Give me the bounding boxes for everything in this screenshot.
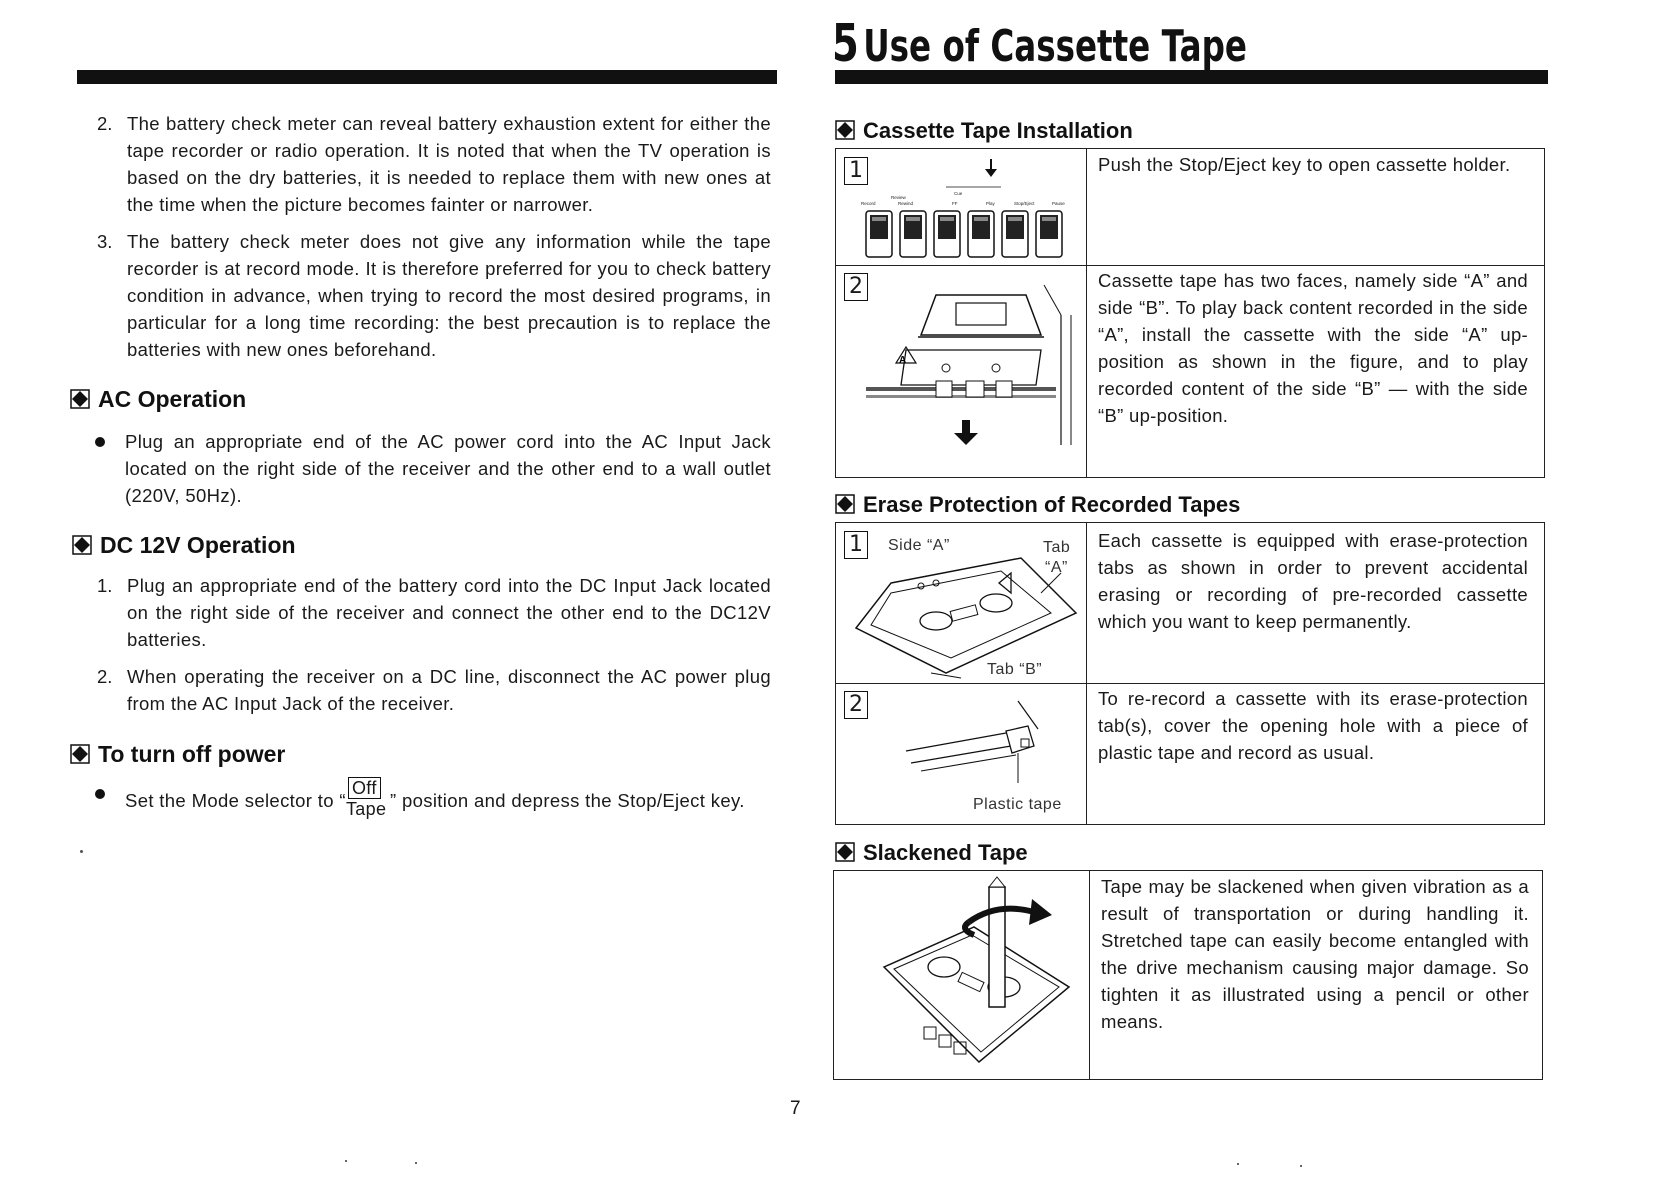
item-number: 1. — [97, 575, 113, 596]
slackened-text: Tape may be slackened when given vibration as a result of transportation or during handling it. Stretched tape can easily become entangled with the drive mechanism causing major damage. So tighten it as illustrated using a pencil or other means. — [1101, 876, 1529, 1032]
item-number: 2. — [97, 666, 113, 687]
page-title — [832, 14, 1247, 74]
tab-a-label: Tab — [1043, 539, 1071, 556]
key-label-play: Play — [986, 201, 995, 206]
diamond-bullet-icon — [70, 744, 90, 764]
item-text: When operating the receiver on a DC line, disconnect the AC power plug from the AC Input Jack of the receiver. — [127, 666, 771, 714]
key-label-pause: Pause — [1052, 201, 1065, 206]
selector-off: Off — [348, 777, 381, 799]
item-text: Plug an appropriate end of the battery cord into the DC Input Jack located on the right side of the receiver and connect the other end to the DC12V batteries. — [127, 575, 771, 650]
column-divider — [1086, 523, 1087, 824]
step-number: 2 — [844, 273, 868, 301]
slackened-heading — [835, 840, 1028, 866]
item-text: The battery check meter can reveal battery exhaustion extent for either the tape recorder or radio operation. It is noted that when the TV operation is based on the dry batteries, it is needed to replace them with new ones at the time when the picture becomes fainter or narrower. — [127, 113, 771, 215]
installation-heading — [835, 118, 1133, 144]
diamond-bullet-icon — [835, 494, 855, 514]
key-label-review: Review — [891, 195, 906, 200]
pencil-tighten-illustration — [864, 877, 1084, 1077]
selector-tape: Tape — [345, 799, 387, 819]
item-text: The battery check meter does not give any information while the tape recorder is at record mode. It is therefore preferred for you to check battery condition in advance, when trying to record the most desired programs, in particular for a long time recording: the best precaution is to replace the batteries with new ones beforehand. — [127, 231, 771, 360]
column-divider — [1086, 149, 1087, 477]
key-label-rewind: Rewind — [898, 201, 914, 206]
bullet-icon — [95, 437, 105, 447]
installation-step-2-text: Cassette tape has two faces, namely side “A” and side “B”. To play back content recorded in the side “A”, install the cassette with the side “A” up-position as shown in the figure, and to play recorded content of the side “B” — with the side “B” up-position. — [1098, 270, 1528, 426]
key-label-ff: FF — [952, 201, 958, 206]
heading-text: DC 12V Operation — [100, 532, 296, 558]
slackened-table — [833, 870, 1543, 1080]
mode-selector-label — [346, 777, 390, 821]
tab-b-label: Tab “B” — [987, 661, 1043, 678]
speck — [1300, 1165, 1302, 1167]
heading-text: Slackened Tape — [863, 840, 1028, 865]
erase-heading — [835, 492, 1240, 518]
heading-text: AC Operation — [98, 386, 247, 412]
plastic-tape-label: Plastic tape — [973, 796, 1062, 813]
heading-text: Erase Protection of Recorded Tapes — [863, 492, 1241, 517]
cassette-insert-illustration — [866, 275, 1081, 475]
key-label-record: Record — [861, 201, 876, 206]
side-a-letter: A — [899, 355, 907, 366]
row-divider — [836, 683, 1544, 684]
speck — [415, 1162, 417, 1164]
diamond-bullet-icon — [72, 535, 92, 555]
tab-a-label-quote: “A” — [1045, 559, 1068, 576]
erase-step-2-text: To re-record a cassette with its erase-protection tab(s), cover the opening hole with a piece of plastic tape and record as usual. — [1098, 688, 1528, 763]
power-off-heading — [70, 741, 285, 768]
heading-text: To turn off power — [98, 741, 286, 767]
left-header-rule — [77, 70, 777, 84]
heading-text: Cassette Tape Installation — [863, 118, 1133, 143]
side-a-label: Side “A” — [888, 537, 950, 554]
step-number: 2 — [844, 691, 868, 719]
bullet-text: Plug an appropriate end of the AC power cord into the AC Input Jack located on the right side of the receiver and the other end to a wall outlet (220V, 50Hz). — [125, 431, 771, 506]
erase-step-1-text: Each cassette is equipped with erase-protection tabs as shown in order to prevent accidental erasing or recording of pre-recorded cassette which you want to keep permanently. — [1098, 530, 1528, 632]
section-title: Use of Cassette Tape — [863, 21, 1247, 72]
installation-step-1-text: Push the Stop/Eject key to open cassette holder. — [1098, 154, 1511, 175]
column-divider — [1089, 871, 1090, 1079]
arrow-up-icon — [954, 420, 978, 445]
speck — [345, 1160, 347, 1162]
step-number: 1 — [844, 531, 868, 559]
erase-table — [835, 522, 1545, 825]
speck — [80, 850, 83, 853]
diamond-bullet-icon — [835, 842, 855, 862]
key-label-stop: Stop/Eject — [1014, 201, 1035, 206]
key-label-cue: Cue — [954, 191, 963, 196]
installation-table — [835, 148, 1545, 478]
section-number: 5 — [832, 14, 859, 74]
page-number: 7 — [790, 1098, 801, 1119]
diamond-bullet-icon — [70, 389, 90, 409]
plastic-tape-illustration — [906, 691, 1076, 786]
transport-keys — [866, 211, 1062, 257]
row-divider — [836, 265, 1544, 266]
ac-operation-heading — [70, 386, 246, 413]
item-number: 3. — [97, 231, 113, 252]
power-off-text-after: ” position and depress the Stop/Eject key. — [389, 790, 745, 811]
cassette-tabs-illustration — [851, 553, 1076, 683]
power-off-text-before: Set the Mode selector to “ — [125, 790, 346, 811]
item-number: 2. — [97, 113, 113, 134]
speck — [1237, 1163, 1239, 1165]
keys-illustration — [856, 153, 1081, 261]
step-number: 1 — [844, 157, 868, 185]
bullet-icon — [95, 789, 105, 799]
dc-operation-heading — [72, 532, 296, 559]
diamond-bullet-icon — [835, 120, 855, 140]
